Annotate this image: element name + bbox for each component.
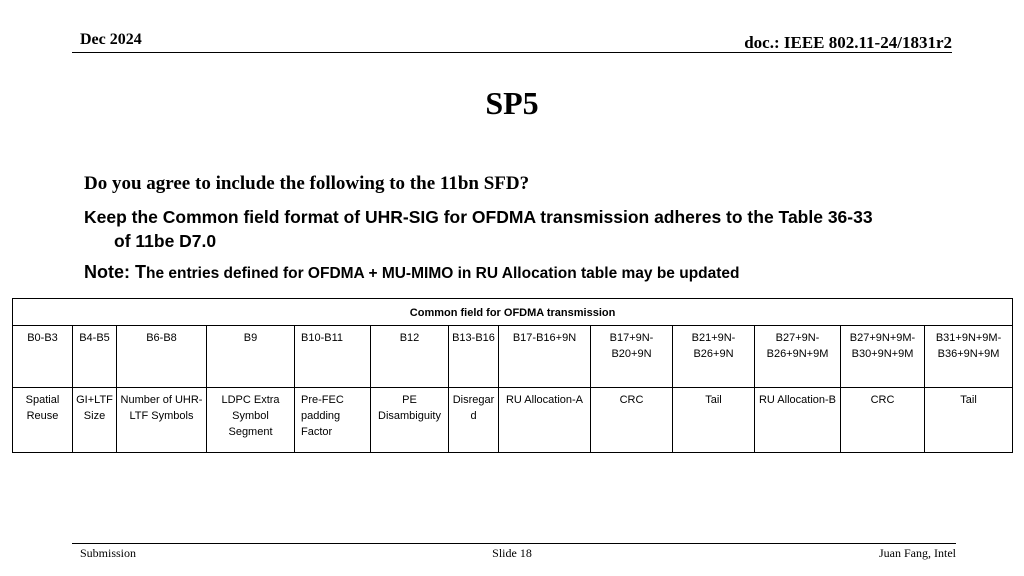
footer-author: Juan Fang, Intel (879, 546, 956, 560)
field-cell: CRC (841, 388, 925, 453)
header-date: Dec 2024 (80, 31, 142, 48)
header-doc-id: doc.: IEEE 802.11-24/1831r2 (744, 33, 952, 52)
field-cell: Spatial Reuse (13, 388, 73, 453)
bits-cell: B4-B5 (73, 326, 117, 388)
straw-poll-statement (84, 205, 964, 253)
bits-cell: B0-B3 (13, 326, 73, 388)
field-cell: GI+LTF Size (73, 388, 117, 453)
bits-cell: B12 (371, 326, 449, 388)
field-cell: RU Allocation-A (499, 388, 591, 453)
slide-title: SP5 (485, 85, 539, 121)
bits-cell: B17-B16+9N (499, 326, 591, 388)
footer-submission: Submission (80, 546, 137, 560)
bits-cell: B31+9N+9M-B36+9N+9M (925, 326, 1013, 388)
fields-row (13, 388, 1013, 453)
bits-cell: B27+9N+9M-B30+9N+9M (841, 326, 925, 388)
footer-slide-number: Slide 18 (492, 546, 532, 560)
note-body: he entries defined for OFDMA + MU-MIMO in RU Allocation table may be updated (146, 265, 740, 282)
table-caption-row (13, 299, 1013, 326)
note-lead: Note: T (84, 262, 146, 282)
field-cell: PE Disambiguity (371, 388, 449, 453)
note (84, 262, 740, 283)
field-cell: Tail (673, 388, 755, 453)
field-cell: Number of UHR-LTF Symbols (117, 388, 207, 453)
field-cell: Tail (925, 388, 1013, 453)
statement-line-1: Keep the Common field format of UHR-SIG for OFDMA transmission adheres to the Table 36-33 (84, 207, 873, 227)
table-caption: Common field for OFDMA transmission (13, 299, 1013, 326)
bits-cell: B27+9N-B26+9N+9M (755, 326, 841, 388)
field-cell: Disregard (449, 388, 499, 453)
field-cell: LDPC Extra Symbol Segment (207, 388, 295, 453)
bits-cell: B6-B8 (117, 326, 207, 388)
bits-cell: B21+9N-B26+9N (673, 326, 755, 388)
bits-cell: B9 (207, 326, 295, 388)
bits-cell: B17+9N-B20+9N (591, 326, 673, 388)
straw-poll-question: Do you agree to include the following to the 11bn SFD? (84, 173, 530, 194)
footer-divider (72, 543, 956, 544)
common-field-table (12, 298, 1013, 453)
field-cell: RU Allocation-B (755, 388, 841, 453)
statement-line-2: of 11be D7.0 (114, 231, 217, 251)
bits-cell: B13-B16 (449, 326, 499, 388)
bits-cell: B10-B11 (295, 326, 371, 388)
field-cell: Pre-FEC padding Factor (295, 388, 371, 453)
bits-row (13, 326, 1013, 388)
header-divider (72, 52, 952, 53)
field-cell: CRC (591, 388, 673, 453)
